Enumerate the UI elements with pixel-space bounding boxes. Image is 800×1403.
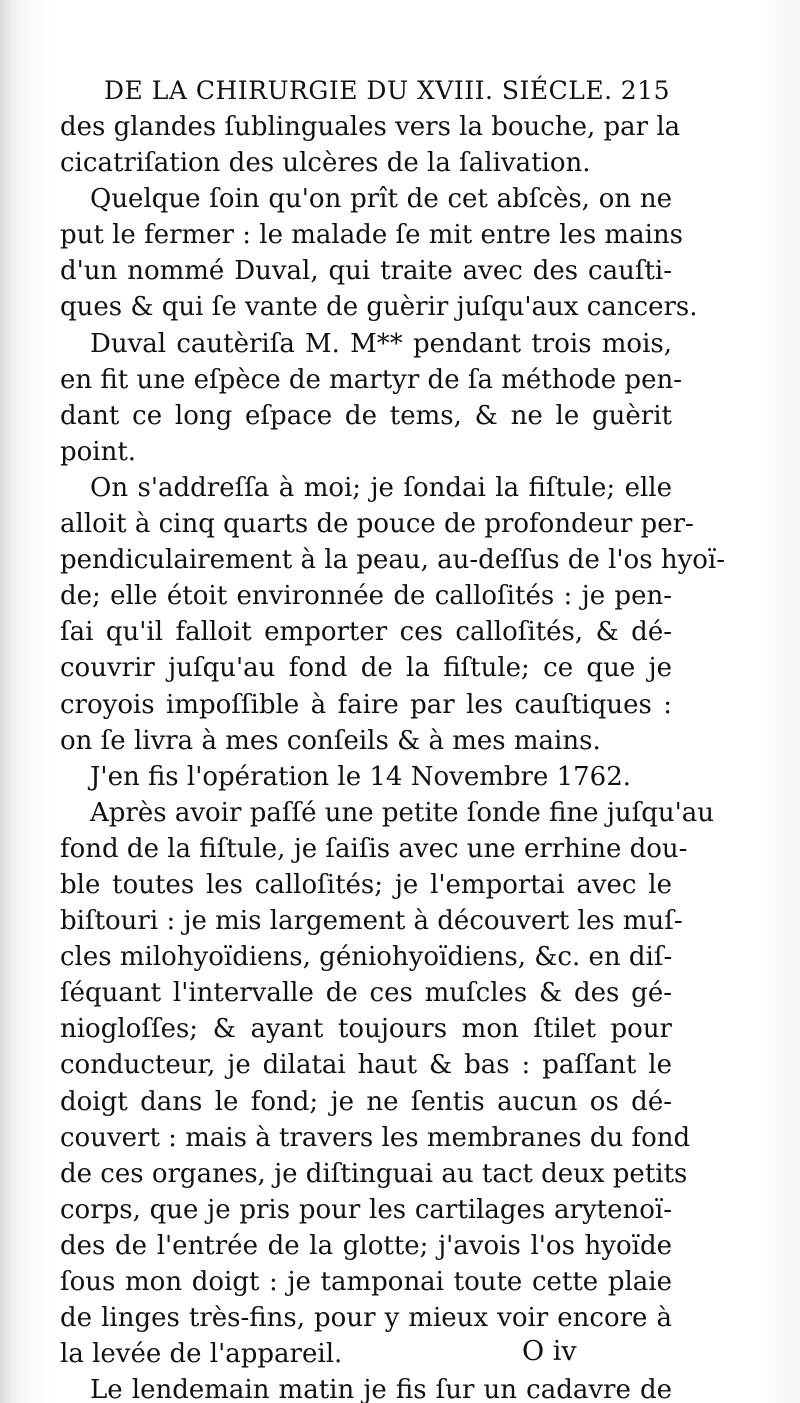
text-line: d'un nommé Duval, qui traite avec des cauſti- [60, 256, 672, 287]
text-line: point. [60, 436, 137, 467]
text-line: ble toutes les calloſités; je l'emportai avec le [60, 869, 672, 900]
text-line: ques & qui ſe vante de guèrir juſqu'aux cancers. [60, 292, 698, 323]
text-line: couvrir juſqu'au fond de la fiſtule; ce que je [60, 653, 672, 684]
text-line: cles milohyoïdiens, géniohyoïdiens, &c. en diſ- [60, 942, 673, 973]
text-line: la levée de l'appareil. [60, 1339, 343, 1370]
text-line: put le fermer : le malade ſe mit entre les mains [60, 220, 683, 251]
text-line: corps, que je pris pour les cartilages arytenoï- [60, 1194, 672, 1225]
text-line: de; elle étoit environnée de calloſités : je pen- [60, 581, 672, 612]
text-line: couvert : mais à travers les membranes du fond [60, 1122, 691, 1153]
text-line: Quelque ſoin qu'on prît de cet abſcès, on ne [90, 184, 672, 215]
signature-mark: O iv [522, 1336, 577, 1367]
text-line: doigt dans le fond; je ne ſentis aucun os dé- [60, 1086, 672, 1117]
text-line: des de l'entrée de la glotte; j'avois l'os hyoïde [60, 1230, 672, 1261]
text-line: ſous mon doigt : je tamponai toute cette plaie [60, 1267, 672, 1297]
text-line: dant ce long eſpace de tems, & ne le guèrit [60, 400, 672, 431]
text-line: ſai qu'il falloit emporter ces calloſités, & dé- [60, 617, 672, 648]
text-line: pendiculairement à la peau, au-deſſus de l'os hyoï- [60, 545, 726, 576]
text-line: alloit à cinq quarts de pouce de profondeur per- [60, 509, 694, 540]
text-line: en fit une eſpèce de martyr de ſa méthode pen- [60, 364, 682, 395]
text-line: on ſe livra à mes conſeils & à mes mains. [60, 725, 601, 756]
text-line: cicatriſation des ulcères de la ſalivation. [60, 148, 591, 179]
text-line: ſéquant l'intervalle de ces muſcles & des gé- [60, 978, 672, 1009]
text-line: On s'addreſſa à moi; je ſondai la fiſtule; elle [90, 472, 672, 503]
text-line: fond de la fiſtule, je ſaiſis avec une errhine dou- [60, 833, 688, 864]
text-line: des glandes ſublinguales vers la bouche, par la [60, 112, 681, 142]
body-text [60, 109, 726, 1403]
running-head: DE LA CHIRURGIE DU XVIII. SIÉCLE. [104, 76, 613, 105]
text-line: croyois impoſſible à faire par les cauſtiques : [60, 689, 672, 720]
text-line: de ces organes, je diſtinguai au tact deux petits [60, 1158, 688, 1189]
text-line: Duval cautèriſa M. M** pendant trois mois, [90, 328, 672, 359]
page-number: 215 [620, 76, 670, 105]
text-line: Après avoir paſſé une petite ſonde fine juſqu'au [90, 797, 715, 828]
text-line: biſtouri : je mis largement à découvert les muſ- [60, 906, 683, 937]
text-line: Le lendemain matin je fis ſur un cadavre de [90, 1375, 672, 1403]
text-line: conducteur, je dilatai haut & bas : paſſant le [60, 1050, 672, 1081]
text-line: de linges très-fins, pour y mieux voir encore à [60, 1303, 672, 1334]
text-line: J'en fis l'opération le 14 Novembre 1762. [90, 761, 632, 792]
text-line: niogloſſes; & ayant toujours mon ſtilet pour [60, 1014, 672, 1045]
